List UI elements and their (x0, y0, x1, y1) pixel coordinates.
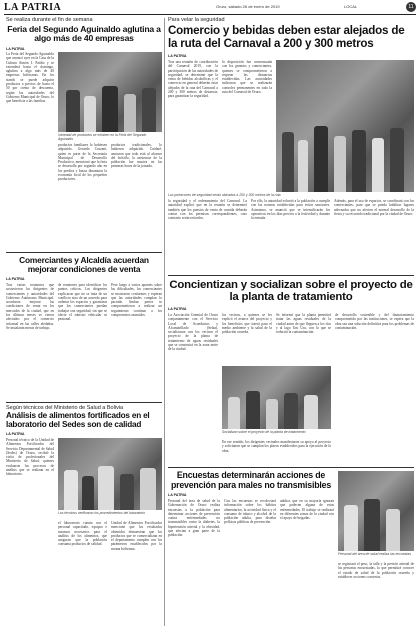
headline-carnaval: Comercio y bebidas deben estar alejados de la ruta del Carnaval a 200 y 300 metros (168, 24, 405, 50)
separator (6, 252, 162, 253)
article-planta-col1: La Asociación Gremial de Oruro conjuntamente con el Servicio Local de Acueductos y Alcantarillado (Selaa), socializaron con los vecinos el proyecto de la planta de tratamiento de aguas residuales que se construirá en la zona norte de la ciudad. (168, 313, 218, 352)
photo-sedes (58, 438, 162, 510)
caption-feria: Variedad de productos se exhiben en la Feria del Segundo Aguinaldo (58, 133, 147, 141)
article-carnaval-col5: Además, para el uso de espacios, se coordinará con los comerciantes, para que se pueda habilitar lugares adecuados que no afecten el normal desarrollo de la fiesta y su recorrido tradicional por la ciudad de Oruro. (334, 199, 414, 216)
headline-feria: Feria del Segundo Aguinaldo aglutina a algo más de 40 empresas (7, 24, 161, 44)
newspaper-brand: LA PATRIA (4, 2, 62, 13)
kicker-sedes: Según técnicos del Ministerio de Salud a Bolivia (6, 405, 124, 411)
headline-sedes: Análisis de alimentos fortificados en el laboratorio del Sedes son de calidad (6, 411, 150, 429)
article-sedes-col3: Unidad de Alimentos Fortificados mencionó que los resultados obtenidos demuestran que los productos que se comercializan en el departamento cumplen con los parámetros establecidos por la norma boliviana. (111, 521, 162, 551)
photo-planta (222, 366, 331, 429)
article-carnaval-col1: Tras una reunión de coordinación del Carnaval 2019, con la participación de las autoridades de seguridad, se determinó que la venta de bebidas alcohólicas y el comercio en general deberán estar alejados de la ruta del Carnaval a 200 y 300 metros de distancia, para garantizar la seguridad. (168, 60, 218, 99)
article-planta-col5: de desarrollo sostenible y del financiamiento comprometido por las instituciones, se espera que la obra sea una solución definitiva para los problemas de contaminación. (335, 313, 414, 330)
article-planta-col3: Se informó que la planta permitirá tratar las aguas residuales de la ciudad antes de que lleguen a los ríos y al lago Uru Uru, con lo que se reducirá la contaminación. (276, 313, 331, 335)
byline-feria: LA PATRIA (6, 47, 25, 51)
caption-sedes: Los técnicos verificaron los procedimientos del laboratorio (58, 511, 146, 515)
article-comerciantes-col1: Tras varias reuniones que sostuvieron los dirigentes de comerciantes y autoridades del Gobierno Autónomo Municipal, acordaron mejorar las condiciones de venta en los mercados de la ciudad, que en los últimos meses se vieron afectados por el comercio informal en las calles aledañas. Se instalarán mesas de trabajo. (6, 283, 54, 330)
article-encuestas-col4: se registrará el peso, la talla y la presión arterial de las personas encuestadas, lo que permitirá conocer el estado de salud de la población orureña y establecer acciones concretas. (338, 562, 414, 579)
caption-carnaval: Los portavoces de seguridad serán ubicados a 200 y 300 metros de la ruta (168, 193, 281, 197)
article-feria-col3: productos tradicionales, lo hubiesen adquirido. Cuidaré, anotaron que todo está al alcance del bolsillo; la asistencia de la población fue masiva en las primeras horas de la jornada. (111, 143, 162, 169)
article-encuestas-col3: adultos que en su mayoría ignoran que padecen alguna de estas enfermedades. El trabajo se realizará en diferentes zonas de la ciudad con el apoyo de brigadas. (280, 499, 334, 521)
article-encuestas-col2: Con las encuestas se recolectará información sobre los hábitos alimentarios, la actividad física y el consumo de tabaco y alcohol de la población adulta, para diseñar políticas públicas de prevención. (224, 499, 276, 525)
headline-planta: Concientizan y socializan sobre el proyecto de la planta de tratamiento (169, 279, 413, 304)
photo-encuestas (338, 471, 414, 551)
byline-encuestas: LA PATRIA (168, 493, 187, 497)
article-planta-col4: En ese sentido, los dirigentes vecinales manifestaron su apoyo al proyecto y solicitaron que se cumplan los plazos establecidos para la ejecución de la obra. (222, 440, 331, 453)
headline-comerciantes: Comerciantes y Alcaldía acuerdan mejorar condiciones de venta (19, 255, 149, 275)
kicker-feria: Se realiza durante el fin de semana (6, 17, 93, 23)
photo-feria (58, 52, 162, 132)
article-carnaval-col2: la disposición fue consensuada con los gremios y comerciantes, quienes se comprometieron a respetar las distancias establecidas. Las autoridades indicaron que se realizarán controles permanentes en toda la ruta del Carnaval de Oruro. (222, 60, 272, 95)
section-label: LOCAL (344, 4, 358, 9)
caption-encuestas: Personal del área de salud realiza las encuestas (338, 552, 411, 556)
dateline: Oruro, sábado 26 de enero de 2019 (216, 4, 280, 9)
article-comerciantes-col3: Pese luego a varios apuntes sobre las dificultades, los comerciantes se mostraron conformes y esperan que las autoridades cumplan lo pactado. Ambas partes se comprometieron a realizar un seguimiento continuo a los compromisos asumidos. (111, 283, 162, 318)
kicker-carnaval: Para velar la seguridad (168, 17, 225, 23)
byline-planta: LA PATRIA (168, 307, 187, 311)
article-carnaval-col4: Por ello, la autoridad exhortó a la población a cumplir con las normas establecidas para evitar sanciones. Asimismo, se anunció que se intensificarán los operativos en los días previos a la festividad y durante la entrada. (251, 199, 330, 221)
byline-comerciantes: LA PATRIA (6, 277, 25, 281)
article-feria-col1: La Feria del Segundo Aguinaldo que arrancó ayer en la Casa de la Cultura Simón I. Patiño y se extenderá hasta el domingo, aglutina a algo más de 40 empresas bolivianas. En los stands se puede adquirir productos a precios de hasta el 50 por ciento de descuento, según las autoridades del Gobierno Municipal de Oruro, lo que beneficia a las familias. (6, 52, 54, 104)
article-feria-col2: productos familiares lo hubiesen adquirido. Gerardo Cruzani, quien es parte de la Secretaría Municipal de Desarrollo Productivo, mencionó que la feria se desarrolla por segundo año en los predios y busca dinamizar la economía local de los pequeños productores. (58, 143, 107, 182)
headline-encuestas: Encuestas determinarán acciones de prevención para males no transmisibles (170, 470, 332, 490)
article-planta-col2: los vecinos, a quienes se les explicó el avance del proyecto y los beneficios que traerá para el medio ambiente y la salud de la población orureña. (222, 313, 272, 335)
article-encuestas-col1: Personal del área de salud de la Gobernación de Oruro realiza encuestas a la población para determinar acciones de prevención contra enfermedades no transmisibles como la diabetes, la hipertensión arterial y la obesidad, que afectan a gran parte de la población. (168, 499, 220, 538)
photo-carnaval (276, 60, 414, 192)
column-divider (164, 18, 165, 626)
masthead (4, 3, 416, 15)
separator (168, 275, 414, 276)
byline-carnaval: LA PATRIA (168, 54, 187, 58)
caption-planta: Socializan sobre el proyecto de la planta de tratamiento (222, 430, 306, 434)
article-sedes-col1: Personal técnico de la Unidad de Alimentos Fortificados del Servicio Departamental de Salud (Sedes) de Oruro, recibió la visita de profesionales del Ministerio de Salud, quienes evaluaron los procesos de análisis que se realizan en el laboratorio. (6, 438, 54, 477)
article-comerciantes-col2: de reuniones para identificar los puntos críticos. Los dirigentes explicaron que no se trata de un conflicto sino de un acuerdo para ordenar los espacios y garantizar que los comerciantes puedan trabajar con seguridad, sin que se afecte el tránsito vehicular ni peatonal. (58, 283, 107, 322)
byline-sedes: LA PATRIA (6, 432, 25, 436)
separator (6, 402, 162, 403)
page-number: 11 (406, 2, 416, 12)
article-carnaval-col3: la seguridad y el ordenamiento del Carnaval. La autoridad explicó que en la reunión se determinó también que los puestos de venta de comida deberán contar con los permisos correspondientes, caso contrario serán retirados. (168, 199, 247, 221)
article-sedes-col2: el laboratorio cuenta con el personal capacitado, equipos e insumos necesarios para el análisis de los alimentos, que aseguran que la población consuma productos de calidad. (58, 521, 107, 547)
separator (168, 467, 414, 468)
